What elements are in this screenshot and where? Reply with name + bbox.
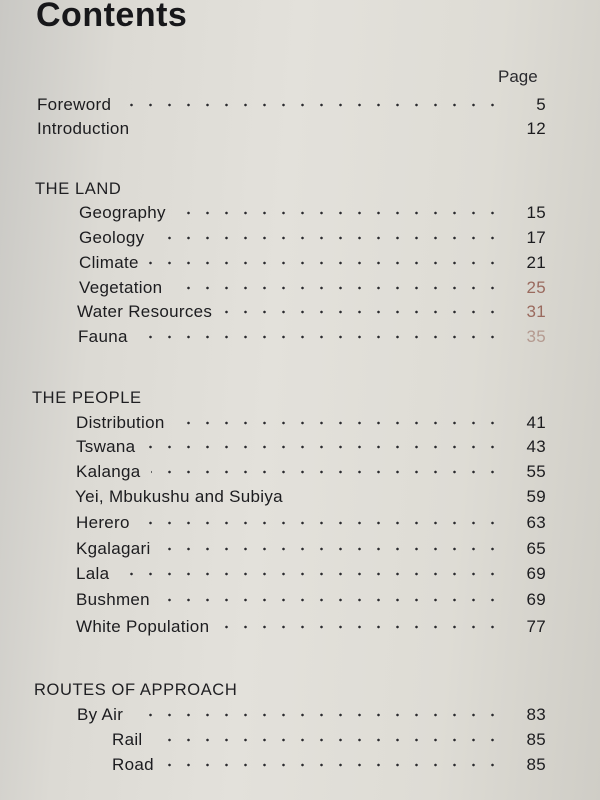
entry-page: 43 (526, 437, 546, 456)
entry-page: 21 (526, 253, 546, 272)
entry-label: Kalanga (76, 462, 141, 481)
toc-entry-herero (0, 513, 600, 537)
entry-label: Road (112, 755, 154, 774)
dot-leader (150, 127, 502, 131)
dot-leader (160, 598, 502, 602)
toc-entry-white-population (0, 617, 600, 641)
entry-page: 69 (526, 590, 546, 609)
dot-leader (172, 286, 502, 290)
toc-entry-foreword (0, 95, 600, 119)
entry-label: Kgalagari (76, 539, 151, 558)
toc-entry-by-air (0, 705, 600, 729)
toc-entry-rail (0, 730, 600, 754)
entry-label: Herero (76, 513, 130, 532)
entry-page: 55 (526, 462, 546, 481)
dot-leader (119, 572, 502, 576)
entry-page: 41 (526, 413, 546, 432)
toc-entry-lala (0, 564, 600, 588)
entry-page: 5 (536, 95, 546, 114)
toc-entry-bushmen (0, 590, 600, 614)
toc-entry-water-resources (0, 302, 600, 326)
dot-leader (138, 335, 502, 339)
toc-entry-yei-mbukushu-subiya (0, 487, 600, 511)
toc-entry-road (0, 755, 600, 779)
toc-entry-geology (0, 228, 600, 252)
section-heading-people: THE PEOPLE (32, 389, 142, 407)
entry-page: 35 (526, 327, 546, 346)
toc-entry-geography (0, 203, 600, 227)
entry-page: 17 (526, 228, 546, 247)
dot-leader (153, 738, 502, 742)
toc-entry-kgalagari (0, 539, 600, 563)
entry-page: 69 (526, 564, 546, 583)
toc-entry-distribution (0, 413, 600, 437)
dot-leader (164, 763, 502, 767)
entry-label: Yei, Mbukushu and Subiya (75, 487, 283, 506)
dot-leader (145, 445, 502, 449)
dot-leader (222, 310, 502, 314)
entry-label: Vegetation (79, 278, 163, 297)
entry-label: Introduction (37, 119, 130, 138)
toc-entry-fauna (0, 327, 600, 351)
dot-leader (154, 236, 502, 240)
entry-page: 59 (526, 487, 546, 506)
entry-label: Water Resources (77, 302, 213, 321)
dot-leader (140, 521, 502, 525)
entry-page: 83 (526, 705, 546, 724)
entry-label: Bushmen (76, 590, 150, 609)
entry-label: Distribution (76, 413, 165, 432)
entry-label: White Population (76, 617, 210, 636)
page-title: Contents (36, 0, 188, 34)
toc-entry-introduction (0, 119, 600, 143)
entry-label: Geology (79, 228, 145, 247)
entry-label: By Air (77, 705, 124, 724)
dot-leader (151, 470, 502, 474)
entry-label: Foreword (37, 95, 112, 114)
entry-label: Lala (76, 564, 110, 583)
entry-label: Climate (79, 253, 139, 272)
entry-page: 12 (526, 119, 546, 138)
dot-leader (219, 625, 502, 629)
entry-label: Rail (112, 730, 143, 749)
entry-page: 15 (526, 203, 546, 222)
page-column-header: Page (498, 67, 538, 86)
entry-label: Tswana (76, 437, 136, 456)
toc-entry-kalanga (0, 462, 600, 486)
toc-entry-tswana (0, 437, 600, 461)
dot-leader (176, 211, 502, 215)
entry-page: 63 (526, 513, 546, 532)
toc-entry-vegetation (0, 278, 600, 302)
section-heading-land: THE LAND (35, 180, 122, 198)
entry-page: 65 (526, 539, 546, 558)
entry-page: 31 (526, 302, 546, 321)
entry-label: Geography (79, 203, 166, 222)
dot-leader (161, 547, 502, 551)
section-heading-routes: ROUTES OF APPROACH (34, 681, 238, 699)
dot-leader (175, 421, 502, 425)
entry-label: Fauna (78, 327, 128, 346)
dot-leader (149, 261, 502, 265)
entry-page: 25 (526, 278, 546, 297)
entry-page: 85 (526, 755, 546, 774)
dot-leader (121, 103, 502, 107)
dot-leader (133, 713, 502, 717)
entry-page: 85 (526, 730, 546, 749)
entry-page: 77 (526, 617, 546, 636)
toc-entry-climate (0, 253, 600, 277)
